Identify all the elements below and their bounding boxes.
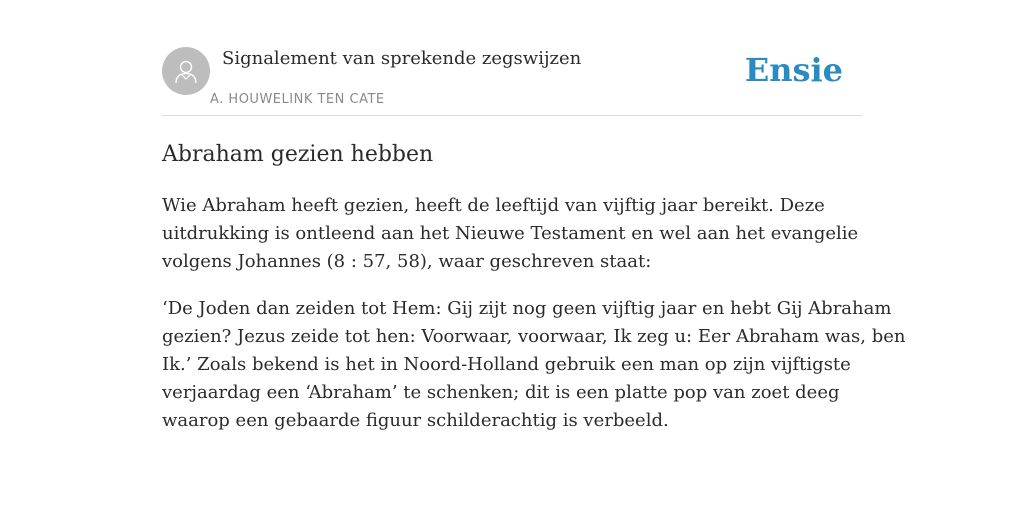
paragraph-line: ‘De Joden dan zeiden tot Hem: Gij zijt nog geen vijftig jaar en hebt Gij Abraham — [162, 298, 892, 319]
entry-title: Abraham gezien hebben — [162, 142, 434, 167]
book-title[interactable]: Signalement van sprekende zegswijzen — [222, 48, 582, 69]
paragraph-line: Ik.’ Zoals bekend is het in Noord-Holland gebruik een man op zijn vijftigste — [162, 354, 851, 375]
paragraph — [162, 295, 906, 435]
paragraph-line: waarop een gebaarde figuur schilderachtig is verbeeld. — [162, 410, 669, 431]
paragraph — [162, 192, 862, 276]
paragraph-line: uitdrukking is ontleend aan het Nieuwe Testament en wel aan het evangelie — [162, 223, 859, 244]
author-name[interactable]: A. HOUWELINK TEN CATE — [210, 92, 385, 107]
paragraph-line: volgens Johannes (8 : 57, 58), waar geschreven staat: — [162, 251, 652, 272]
entry-header — [162, 44, 862, 116]
brand-logo[interactable]: Ensie — [744, 51, 843, 89]
paragraph-line: gezien? Jezus zeide tot hen: Voorwaar, voorwaar, Ik zeg u: Eer Abraham was, ben — [162, 326, 906, 347]
user-icon — [172, 57, 200, 85]
paragraph-line: verjaardag een ‘Abraham’ te schenken; dit is een platte pop van zoet deeg — [162, 382, 840, 403]
paragraph-line: Wie Abraham heeft gezien, heeft de leeftijd van vijftig jaar bereikt. Deze — [162, 195, 825, 216]
avatar[interactable] — [162, 47, 210, 95]
entry-body — [162, 192, 906, 454]
